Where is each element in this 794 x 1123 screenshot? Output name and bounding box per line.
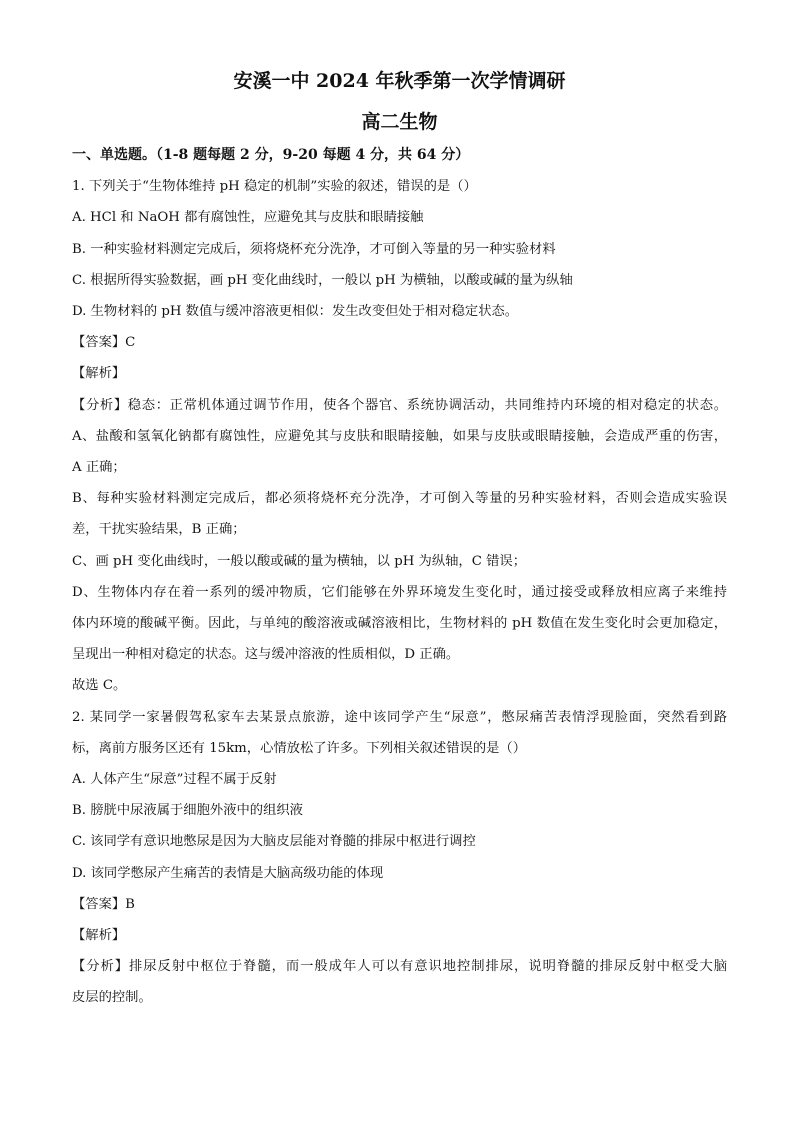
answer-line: 【答案】B xyxy=(72,896,135,912)
analysis-line: D、生物体内存在着一系列的缓冲物质，它们能够在外界环境发生变化时，通过接受或释放相应离子来维持 xyxy=(72,584,727,600)
option-a: A. HCl 和 NaOH 都有腐蚀性，应避免其与皮肤和眼睛接触 xyxy=(72,210,424,226)
option-a: A. 人体产生“尿意”过程不属于反射 xyxy=(72,772,277,788)
analysis-line: 体内环境的酸碱平衡。因此，与单纯的酸溶液或碱溶液相比，生物材料的 pH 数值在发生变化时会更加稳定， xyxy=(72,616,727,632)
analysis-line: 呈现出一种相对稳定的状态。这与缓冲溶液的性质相似，D 正确。 xyxy=(72,647,460,663)
option-d: D. 该同学憋尿产生痛苦的表情是大脑高级功能的体现 xyxy=(72,865,384,881)
question-stem: 1. 下列关于“生物体维持 pH 稳定的机制”实验的叙述，错误的是（） xyxy=(72,179,477,195)
analysis-line: 【分析】稳态：正常机体通过调节作用，使各个器官、系统协调活动，共同维持内环境的相对稳定的状态。 xyxy=(72,397,727,413)
analysis-line: 皮层的控制。 xyxy=(72,990,152,1006)
option-b: B. 膀胱中尿液属于细胞外液中的组织液 xyxy=(72,803,303,819)
option-b: B. 一种实验材料测定完成后，须将烧杯充分洗净，才可倒入等量的另一种实验材料 xyxy=(72,241,556,257)
question-stem: 2. 某同学一家暑假驾私家车去某景点旅游，途中该同学产生“尿意”，憋尿痛苦表情浮现脸面，突然看到路 xyxy=(72,709,727,725)
document-title: 安溪一中 2024 年秋季第一次学情调研 xyxy=(233,70,566,92)
analysis-line: 差，干扰实验结果，B 正确； xyxy=(72,522,246,538)
analysis-line: 【分析】排尿反射中枢位于脊髓，而一般成年人可以有意识地控制排尿，说明脊髓的排尿反射中枢受大脑 xyxy=(72,959,727,975)
question-stem-continued: 标，离前方服务区还有 15km，心情放松了许多。下列相关叙述错误的是（） xyxy=(72,740,527,756)
option-c: C. 根据所得实验数据，画 pH 变化曲线时，一般以 pH 为横轴，以酸或碱的量为纵轴 xyxy=(72,272,573,288)
question-1 xyxy=(72,171,727,701)
analysis-label: 【解析】 xyxy=(72,366,126,382)
question-2 xyxy=(72,702,727,1014)
option-d: D. 生物材料的 pH 数值与缓冲溶液更相似：发生改变但处于相对稳定状态。 xyxy=(72,304,519,320)
analysis-line: B、每种实验材料测定完成后，都必须将烧杯充分洗净，才可倒入等量的另种实验材料，否则会造成实验误 xyxy=(72,491,727,507)
analysis-line: C、画 pH 变化曲线时，一般以酸或碱的量为横轴，以 pH 为纵轴，C 错误； xyxy=(72,553,527,569)
answer-line: 【答案】C xyxy=(72,335,136,351)
analysis-line: A 正确； xyxy=(72,460,126,476)
conclusion-line: 故选 C。 xyxy=(72,678,127,694)
document-page xyxy=(72,66,727,1014)
document-subtitle: 高二生物 xyxy=(361,111,438,133)
analysis-label: 【解析】 xyxy=(72,928,126,944)
section-heading: 一、单选题。（1-8 题每题 2 分，9-20 每题 4 分，共 64 分） xyxy=(72,147,470,163)
analysis-line: A、盐酸和氢氧化钠都有腐蚀性，应避免其与皮肤和眼睛接触，如果与皮肤或眼睛接触，会造成严重的伤害， xyxy=(72,428,727,444)
option-c: C. 该同学有意识地憋尿是因为大脑皮层能对脊髓的排尿中枢进行调控 xyxy=(72,834,476,850)
